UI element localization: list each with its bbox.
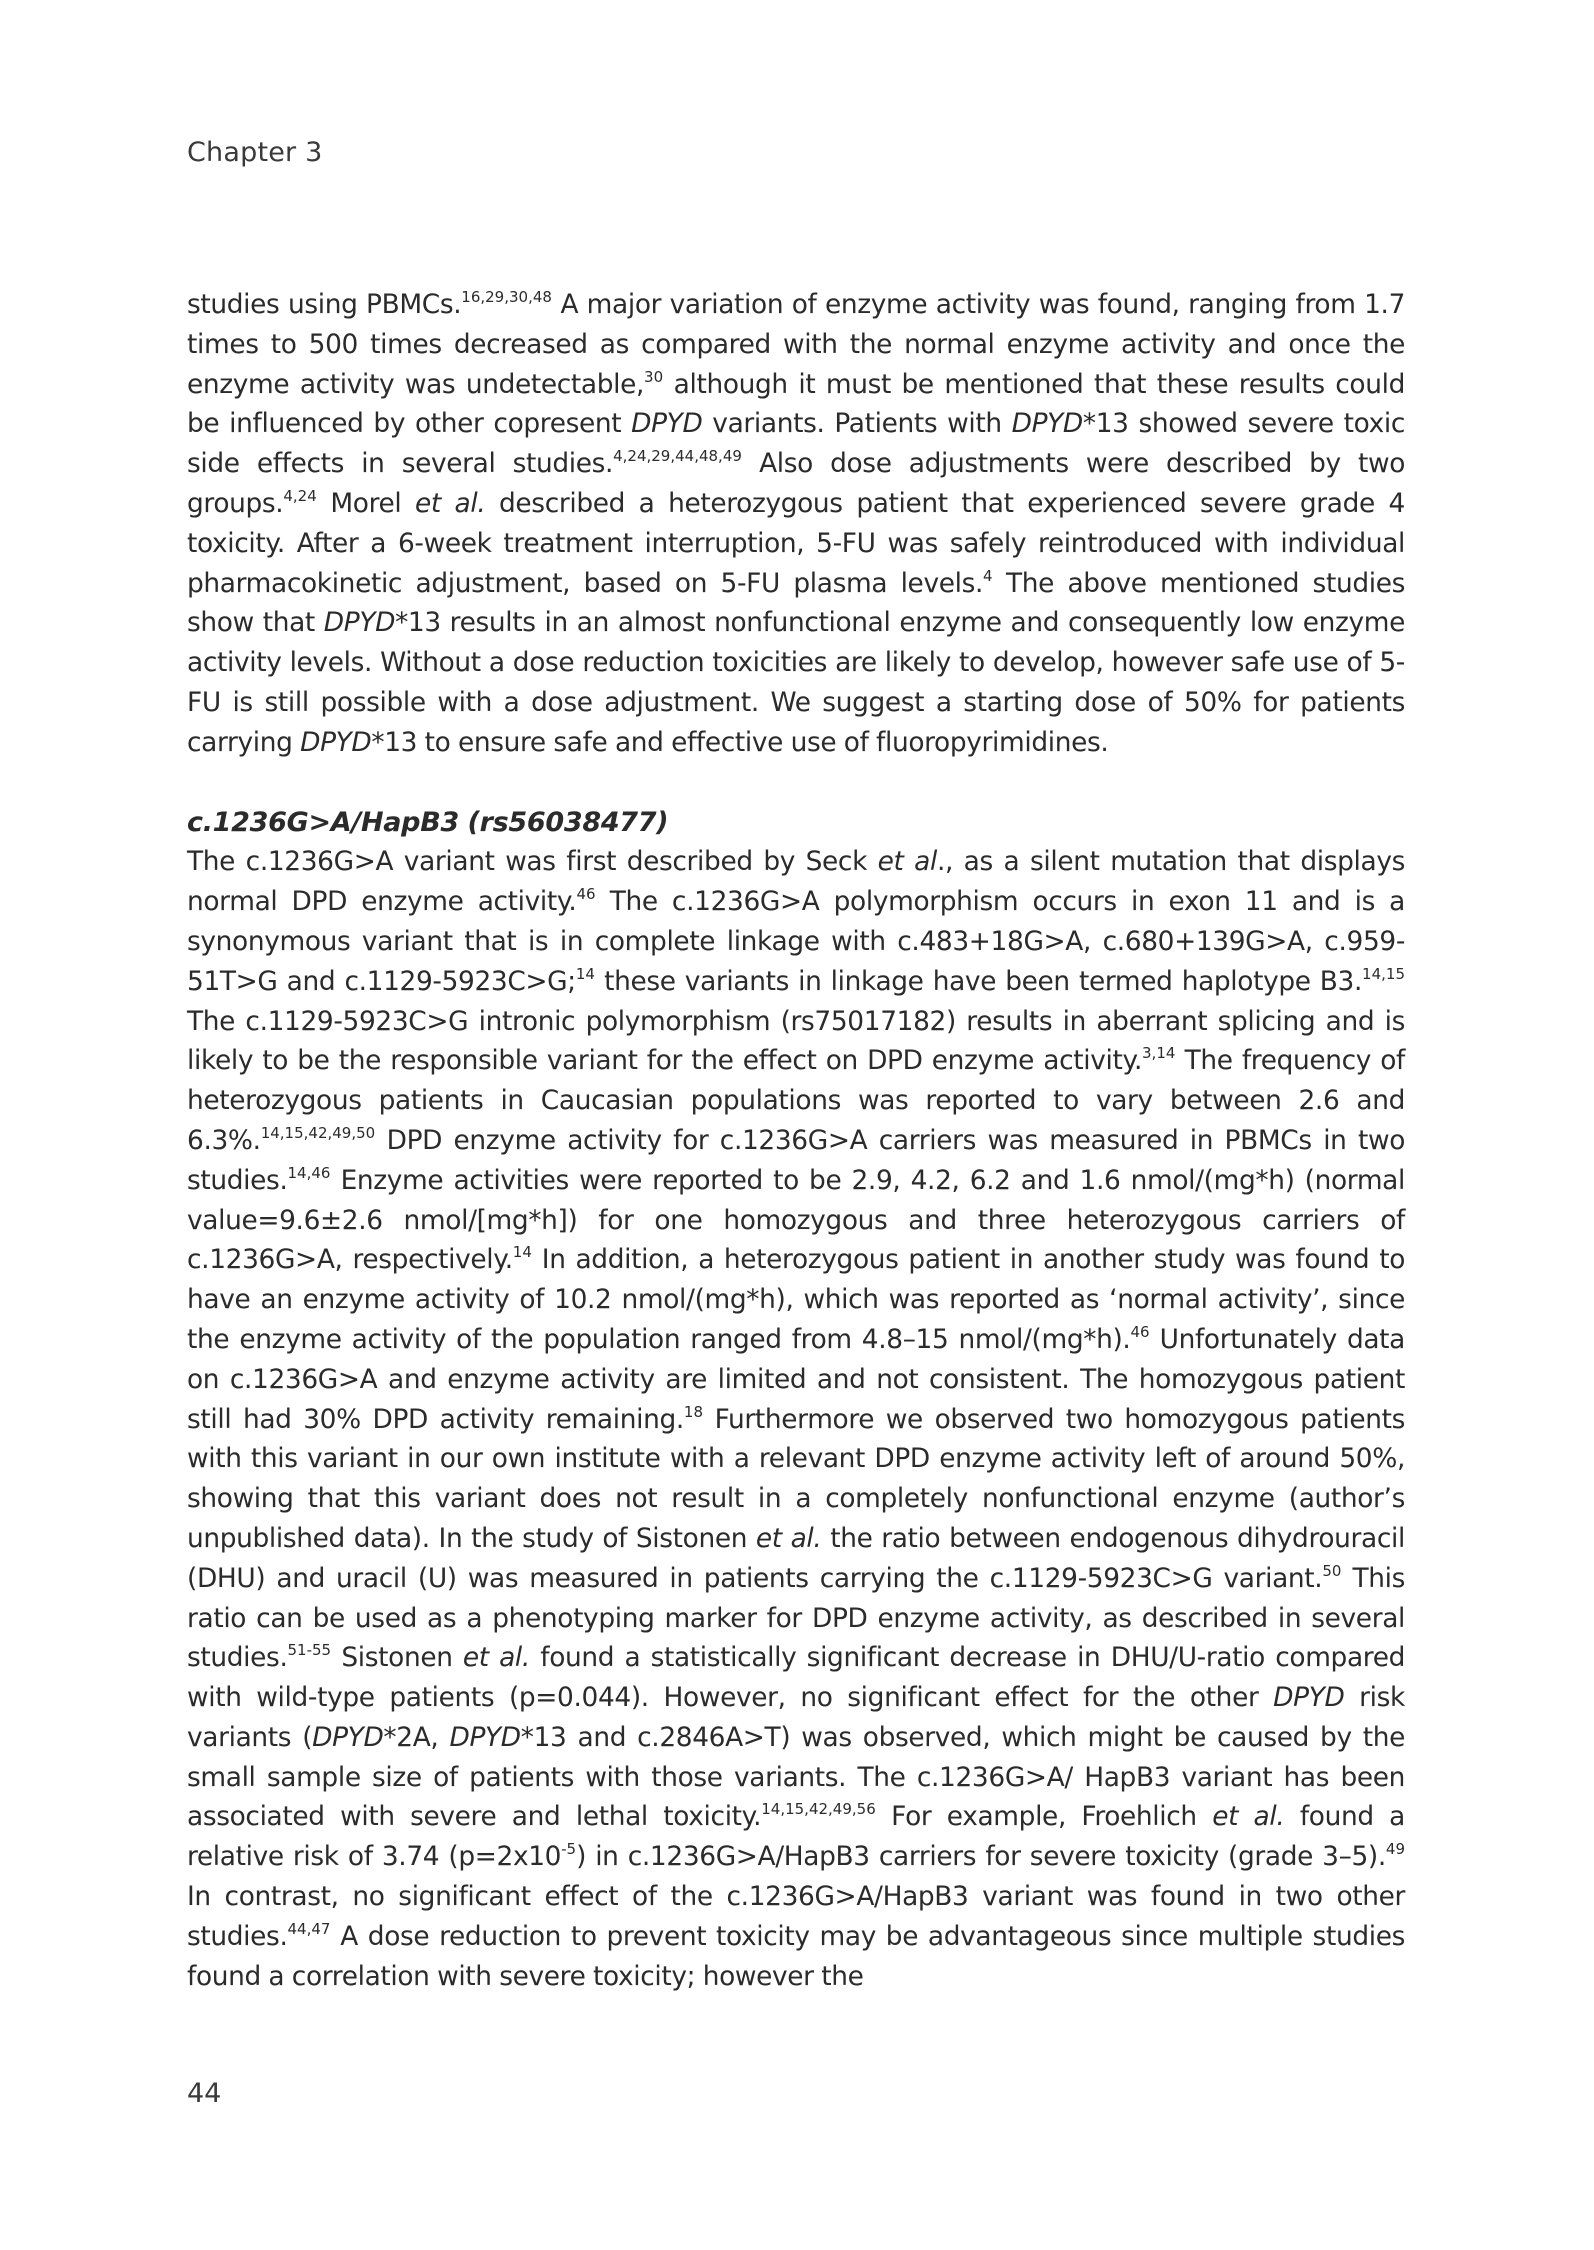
italic-text: DPYD [312,1721,384,1753]
text-run: Furthermore we observed two homozygous patients with this variant in our own institute with a relevant DPD enzyme activity left of around 50%, showing that this variant does not result in a completely nonfunctional enzyme (author’s unpublished data). In the study of Sistonen [187,1403,1406,1554]
text-run: although it must be mentioned that these results could be influenced by other copresent [187,368,1405,440]
text-run: described a heterozygous patient that experienced severe grade 4 toxicity. After a 6-week treatment interruption, 5-FU was safely reintroduced with individual pharmacokinetic adjustment, based on 5-FU plasma levels. [187,487,1405,599]
text-run: The c.1236G>A variant was first described by Seck [187,846,878,878]
text-run: The frequency of heterozygous patients in Caucasian populations was reported to vary between 2.6 and 6.3%. [187,1045,1405,1156]
citation-ref: 14 [575,964,595,983]
citation-ref: 4,24 [283,486,317,505]
body-paragraph [187,842,1405,1996]
text-run: variants. Patients with [702,408,1012,440]
text-run: For example, Froehlich [875,1801,1213,1833]
page-body [187,285,1405,1996]
text-run: The above mentioned studies show that [187,567,1405,639]
italic-text: DPYD [631,408,703,440]
citation-ref: 14,15 [1362,964,1405,983]
text-run: Morel [316,487,416,519]
text-run: *13 to ensure safe and effective use of fluoropyrimidines. [371,726,1109,758]
italic-text: et al. [462,1642,530,1674]
citation-ref: 49 [1385,1840,1405,1859]
text-run: Enzyme activities were reported to be 2.9, 4.2, 6.2 and 1.6 nmol/(mg*h) (normal value=9.6±2.6 nmol/[mg*h]) for one homozygous and three heterozygous carriers of c.1236G>A, respectively. [187,1164,1405,1276]
citation-ref: 4 [983,566,993,585]
italic-text: DPYD [449,1721,521,1753]
text-run: *13 showed severe toxic side effects in several studies. [187,408,1406,480]
text-run: found a statistically significant decrease in DHU/U-ratio compared with wild-type patients (p=0.044). However, no significant effect for the other [187,1642,1405,1714]
italic-text: et al. [1212,1801,1285,1833]
italic-text: et al [877,846,937,878]
italic-text: DPYD [323,607,396,639]
citation-ref: 50 [1322,1561,1342,1580]
citation-ref: 46 [576,885,596,904]
citation-ref: -5 [561,1840,577,1859]
section-heading: c.1236G>A/HapB3 (rs56038477) [187,806,669,838]
citation-ref: 16,29,30,48 [461,288,552,306]
text-run: In addition, a heterozygous patient in another study was found to have an enzyme activity of 10.2 nmol/(mg*h), which was reported as ‘normal activity’, since the enzyme activity of the population ranged from 4.8–15 nmol/(mg*h). [187,1244,1405,1355]
text-run: *13 and c.2846A>T) was observed, which might be caused by the small sample size of patients with those variants. The c.1236G>A/ HapB3 variant has been associated with severe and lethal toxicity. [187,1721,1405,1833]
text-run: *13 results in an almost nonfunctional enzyme and consequently low enzyme activity levels. Without a dose reduction toxicities are likely to develop, however safe use of 5-FU is still possible with a dose adjustment. We suggest a starting dose of 50% for patients carrying [187,607,1405,758]
text-run: ) in c.1236G>A/HapB3 carriers for severe toxicity (grade 3–5). [576,1841,1386,1873]
text-run: these variants in linkage have been termed haplotype B3. [594,965,1363,997]
citation-ref: 18 [683,1402,703,1421]
citation-ref: 46 [1130,1322,1150,1341]
citation-ref: 14,15,42,49,50 [260,1123,376,1142]
citation-ref: 30 [644,367,664,386]
text-run: studies using PBMCs. [187,289,462,320]
citation-ref: 51-55 [287,1641,332,1660]
page-number: 44 [187,2078,222,2109]
text-run: Unfortunately data on c.1236G>A and enzyme activity are limited and not consistent. The homozygous patient still had 30% DPD activity remaining. [187,1323,1406,1435]
italic-text: DPYD [1011,408,1083,440]
text-run: risk variants ( [187,1682,1405,1753]
italic-text: DPYD [1273,1682,1345,1714]
text-run: the ratio between endogenous dihydrouracil (DHU) and uracil (U) was measured in patients carrying the c.1129-5923C>G variant. [187,1522,1405,1594]
italic-text: DPYD [300,726,372,758]
text-run: The c.1236G>A polymorphism occurs in exon 11 and is a synonymous variant that is in complete linkage with c.483+18G>A, c.680+139G>A, c.959-51T>G and c.1129-5923C>G; [187,886,1405,997]
text-run: In contrast, no significant effect of the c.1236G>A/HapB3 variant was found in two other studies. [187,1881,1405,1952]
italic-text: et al. [415,487,486,519]
text-run: A dose reduction to prevent toxicity may be advantageous since multiple studies found a correlation with severe toxicity; however the [187,1920,1405,1992]
body-paragraph [187,285,1405,763]
citation-ref: 14,15,42,49,56 [761,1800,876,1819]
citation-ref: 4,24,29,44,48,49 [613,447,742,466]
text-run: *2A, [383,1721,450,1753]
italic-text: et al. [755,1522,822,1554]
text-run: ., as a silent mutation that displays normal DPD enzyme activity. [187,846,1405,918]
text-run: A major variation of enzyme activity was found, ranging from 1.7 times to 500 times decreased as compared with the normal enzyme activity and once the enzyme activity was undetectable, [187,289,1406,400]
citation-ref: 14,46 [287,1163,331,1182]
citation-ref: 44,47 [287,1919,331,1938]
text-run: found a relative risk of 3.74 (p=2x10 [187,1801,1405,1873]
text-run: Sistonen [331,1642,463,1674]
text-run: Also dose adjustments were described by two groups. [187,448,1406,519]
text-run: The c.1129-5923C>G intronic polymorphism (rs75017182) results in aberrant splicing and is likely to be the responsible variant for the effect on DPD enzyme activity. [187,1005,1405,1077]
text-run: DPD enzyme activity for c.1236G>A carriers was measured in PBMCs in two studies. [187,1124,1405,1196]
running-head: Chapter 3 [187,137,323,168]
text-run: This ratio can be used as a phenotyping marker for DPD enzyme activity, as described in several studies. [187,1562,1405,1674]
citation-ref: 14 [512,1243,532,1262]
citation-ref: 3,14 [1142,1044,1176,1063]
